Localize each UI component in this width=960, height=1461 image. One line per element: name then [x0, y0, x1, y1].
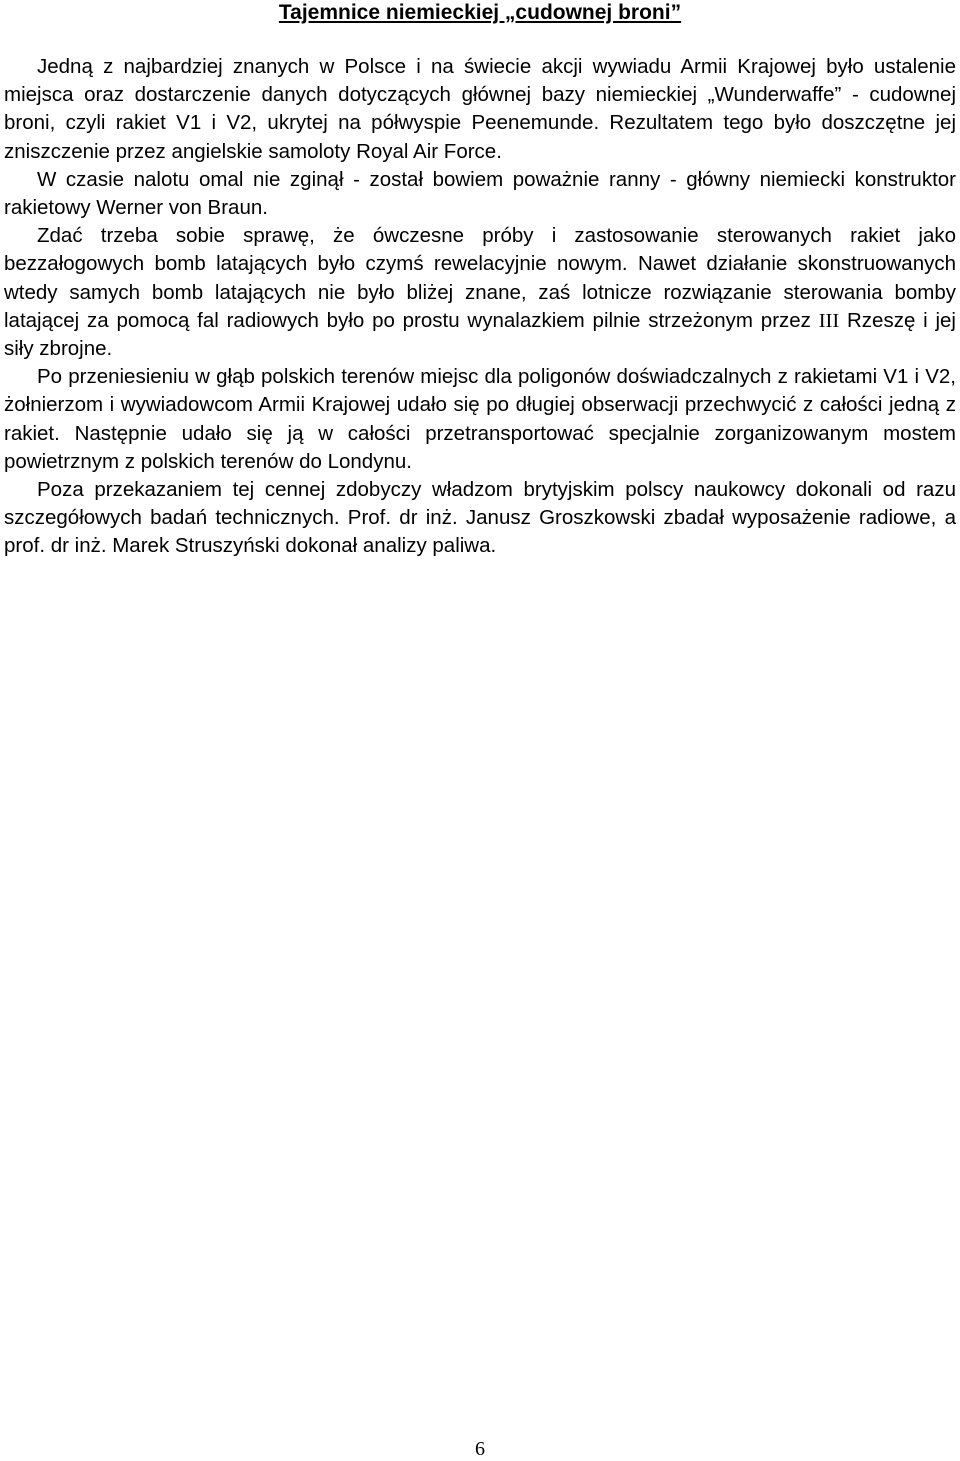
page-number: 6 [475, 1438, 485, 1460]
document-title: Tajemnice niemieckiej „cudownej broni” [278, 1, 682, 24]
document-page [4, 0, 956, 561]
paragraph-guided-rockets [4, 222, 956, 363]
paragraph-guided-rockets-text-2: Rzeszę i jej siły zbrojne. [4, 308, 956, 361]
paragraph-ak-intelligence: Jedną z najbardziej znanych w Polsce i na świecie akcji wywiadu Armii Krajowej było ustalenie miejsca oraz dostarczenie danych dotyczących głównej bazy niemieckiej „Wunderwaffe” - cudownej broni, czyli rakiet V1 i V2, ukrytej na półwyspie Peenemunde. Rezultatem tego było doszczętne jej zniszczenie przez angielskie samoloty Royal Air Force. [4, 55, 956, 163]
paragraph-air-raid: W czasie nalotu omal nie zginął - został bowiem poważnie ranny - główny niemiecki konstruktor rakietowy Werner von Braun. [4, 167, 956, 220]
paragraph-rocket-capture: Po przeniesieniu w głąb polskich terenów miejsc dla poligonów doświadczalnych z rakietami V1 i V2, żołnierzom i wywiadowcom Armii Krajowej udało się po długiej obserwacji przechwycić z całości jedną z rakiet. Następnie udało się ją w całości przetransportować specjalnie zorganizowanym mostem powietrznym z polskich terenów do Londynu. [4, 365, 956, 473]
paragraph-guided-rockets-text-1: Zdać trzeba sobie sprawę, że ówczesne próby i zastosowanie sterowanych rakiet jako bezzałogowych bomb latających było czymś rewelacyjnie nowym. Nawet działanie skonstruowanych wtedy samych bomb latających nie było bliżej znane, zaś lotnicze rozwiązanie sterowania bomby latającej za pomocą fal radiowych było po prostu wynalazkiem pilnie strzeżonym przez [4, 224, 956, 332]
document-body [4, 53, 956, 561]
roman-numeral-three: III [818, 309, 840, 332]
paragraph-scientific-research: Poza przekazaniem tej cennej zdobyczy władzom brytyjskim polscy naukowcy dokonali od razu szczegółowych badań technicznych. Prof. dr inż. Janusz Groszkowski zbadał wyposażenie radiowe, a prof. dr inż. Marek Struszyński dokonał analizy paliwa. [4, 478, 956, 558]
